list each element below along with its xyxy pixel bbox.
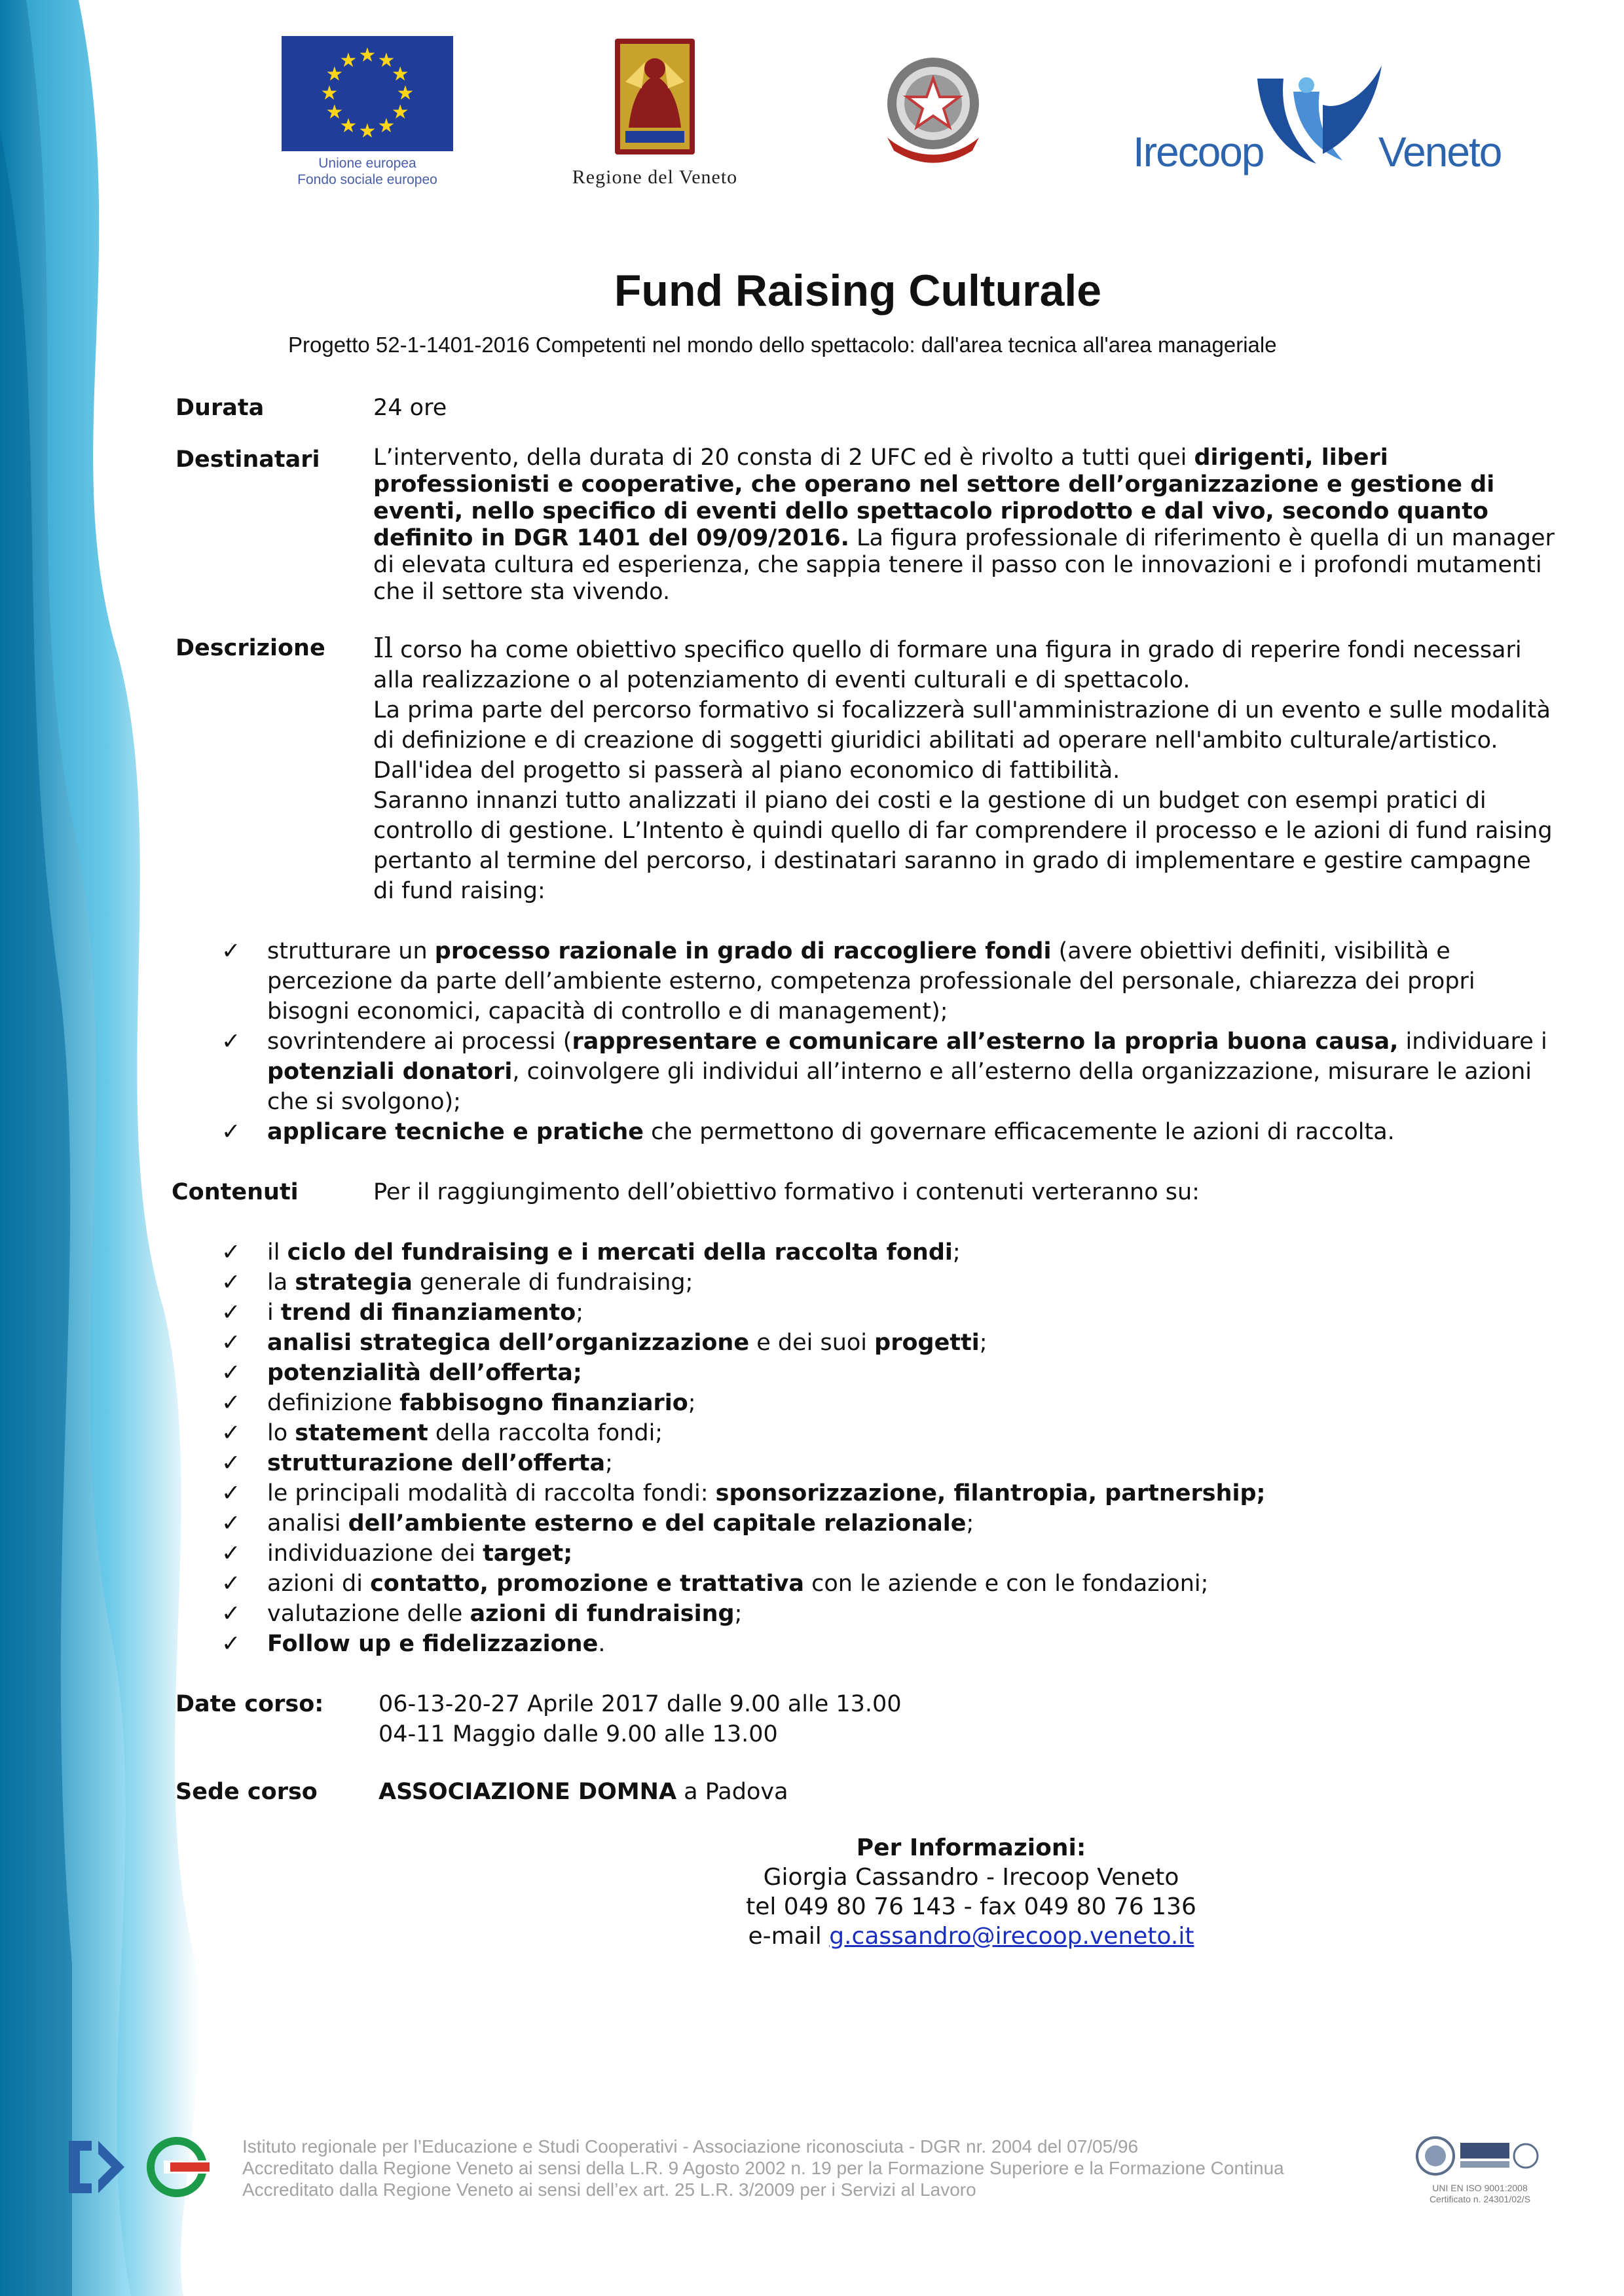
eu-flag-icon xyxy=(282,36,453,151)
irecoop-swoosh-icon xyxy=(1244,65,1388,170)
rina-certification-icon xyxy=(1414,2131,1545,2180)
eu-logo xyxy=(282,36,458,188)
bullet-bold: processo razionale in grado di raccogliere fondi xyxy=(434,938,1052,964)
checkmark-icon: ✓ xyxy=(221,1420,241,1446)
list-item xyxy=(221,1117,1557,1147)
contenuti-intro: Per il raggiungimento dell’obiettivo formativo i contenuti verteranno su: xyxy=(373,1179,1200,1205)
checkmark-icon: ✓ xyxy=(221,1300,241,1326)
eu-star-icon: ★ xyxy=(325,101,344,124)
list-item xyxy=(221,1539,1557,1569)
bullet-bold: potenziali donatori xyxy=(267,1059,513,1085)
checkmark-icon: ✓ xyxy=(221,1510,241,1537)
item-text: individuazione dei xyxy=(267,1540,483,1567)
descrizione-text xyxy=(373,633,1557,906)
irecoop-veneto-logo xyxy=(1130,65,1502,190)
bullet-bold: applicare tecniche e pratiche xyxy=(267,1119,644,1145)
item-bold: potenzialità dell’offerta; xyxy=(267,1360,582,1386)
item-text: i xyxy=(267,1300,281,1326)
sede-value xyxy=(373,1777,1557,1807)
item-text: ; xyxy=(979,1330,987,1356)
destinatari-row xyxy=(175,445,1557,606)
item-text: la xyxy=(267,1269,295,1296)
footer-line2: Accreditato dalla Regione Veneto ai sensi della L.R. 9 Agosto 2002 n. 19 per la Formazione Superiore e la Formazione Continua xyxy=(242,2158,1284,2178)
contact-phone: tel 049 80 76 143 - fax 049 80 76 136 xyxy=(746,1893,1196,1920)
item-text: valutazione delle xyxy=(267,1601,470,1627)
checkmark-icon: ✓ xyxy=(221,1480,241,1506)
item-bold: analisi strategica dell’organizzazione xyxy=(267,1330,750,1356)
repubblica-italiana-emblem xyxy=(874,46,999,173)
list-item xyxy=(221,1267,1557,1298)
checkmark-icon: ✓ xyxy=(221,1269,241,1296)
item-bold: target; xyxy=(483,1540,573,1567)
item-bold: azioni di fundraising xyxy=(470,1601,735,1627)
sede-city: a Padova xyxy=(676,1779,788,1805)
list-item xyxy=(221,1298,1557,1328)
eu-star-icon: ★ xyxy=(320,82,339,105)
lion-crest-icon xyxy=(612,36,697,157)
durata-value: 24 ore xyxy=(373,395,447,421)
bullet-text: che permettono di governare efficacemente le azioni di raccolta. xyxy=(643,1119,1395,1145)
checkmark-icon: ✓ xyxy=(221,1571,241,1597)
eu-star-icon: ★ xyxy=(339,48,358,72)
destinatari-part2: La figura professionale di riferimento è quella di un manager di elevata cultura ed esperienza, che sappia tenere il passo con le innovazioni e i profondi mutamenti che il settore sta vivendo. xyxy=(373,525,1555,605)
date-value xyxy=(373,1689,1557,1749)
destinatari-part1: L’intervento, della durata di 20 consta di 2 UFC ed è rivolto a tutti quei xyxy=(373,445,1194,471)
durata-row xyxy=(175,393,1557,423)
contact-email-line xyxy=(385,1922,1557,1951)
item-text: . xyxy=(598,1631,606,1657)
eu-star-icon: ★ xyxy=(358,120,377,143)
eu-star-icon: ★ xyxy=(391,63,409,86)
destinatari-text xyxy=(373,445,1557,606)
contact-title: Per Informazioni: xyxy=(856,1834,1086,1861)
email-link[interactable]: g.cassandro@irecoop.veneto.it xyxy=(829,1923,1194,1950)
item-text: ; xyxy=(952,1239,961,1266)
item-bold: ciclo del fundraising e i mercati della raccolta fondi xyxy=(287,1239,953,1266)
italian-emblem-icon xyxy=(874,46,992,170)
destinatari-bold: dirigenti, liberi professionisti e cooperative, che operano nel settore dell’organizzazione e gestione di eventi, nello specifico di eventi dello spettacolo riprodotto e dal vivo, secondo quanto definito in DGR 1401 del 09/09/2016. xyxy=(373,445,1495,551)
descrizione-first-word: Il xyxy=(373,632,394,664)
list-item xyxy=(221,1388,1557,1418)
page-title: Fund Raising Culturale xyxy=(614,266,1102,316)
descrizione-label: Descrizione xyxy=(175,635,325,661)
item-text: ; xyxy=(576,1300,584,1326)
regione-veneto-logo xyxy=(550,36,760,189)
project-subtitle: Progetto 52-1-1401-2016 Competenti nel mondo dello spettacolo: dall'area tecnica all'area manageriale xyxy=(288,333,1277,357)
contenuti-list xyxy=(175,1237,1557,1659)
checkmark-icon: ✓ xyxy=(221,1239,241,1266)
eu-star-icon: ★ xyxy=(339,115,358,138)
durata-label: Durata xyxy=(175,395,265,421)
bullet-text: sovrintendere ai processi ( xyxy=(267,1029,572,1055)
cert-line2: Certificato n. 24301/02/S xyxy=(1429,2194,1531,2204)
footer-logos xyxy=(65,2131,216,2206)
irecoop-wordmark: Irecoop xyxy=(1133,128,1264,175)
course-details xyxy=(172,393,1557,1951)
contenuti-label: Contenuti xyxy=(172,1179,299,1205)
footer-text xyxy=(242,2136,1284,2200)
eu-line1: Unione europea xyxy=(318,156,416,171)
list-item xyxy=(221,1629,1557,1659)
item-text: le principali modalità di raccolta fondi: xyxy=(267,1480,716,1506)
rina-certification xyxy=(1411,2131,1549,2205)
item-text: ; xyxy=(734,1601,743,1627)
item-bold: trend di finanziamento xyxy=(280,1300,576,1326)
bullet-text: , coinvolgere gli individui all’interno e all’esterno della organizzazione, misurare le azioni che si svolgono); xyxy=(267,1059,1532,1115)
veneto-wordmark: Veneto xyxy=(1378,128,1502,175)
eu-line2: Fondo sociale europeo xyxy=(297,172,437,187)
checkmark-icon: ✓ xyxy=(221,1540,241,1567)
eu-star-icon: ★ xyxy=(358,44,377,67)
sede-row xyxy=(175,1777,1557,1807)
item-text: generale di fundraising; xyxy=(412,1269,693,1296)
checkmark-icon: ✓ xyxy=(221,1390,241,1416)
date-label: Date corso: xyxy=(175,1691,324,1717)
email-prefix: e-mail xyxy=(748,1923,830,1950)
list-item xyxy=(221,1448,1557,1478)
destinatari-label: Destinatari xyxy=(175,446,320,473)
item-text: azioni di xyxy=(267,1571,371,1597)
footer-line1: Istituto regionale per l’Educazione e Studi Cooperativi - Associazione riconosciuta - DGR nr. 2004 del 07/05/96 xyxy=(242,2136,1139,2157)
checkmark-icon: ✓ xyxy=(221,1029,241,1055)
date-line1: 06-13-20-27 Aprile 2017 dalle 9.00 alle 13.00 xyxy=(378,1691,902,1717)
checkmark-icon: ✓ xyxy=(221,1631,241,1657)
list-item xyxy=(221,1478,1557,1508)
sede-bold: ASSOCIAZIONE DOMNA xyxy=(378,1779,677,1805)
item-text: della raccolta fondi; xyxy=(428,1420,663,1446)
contact-info xyxy=(385,1833,1557,1951)
list-item xyxy=(221,1418,1557,1448)
item-bold: Follow up e fidelizzazione xyxy=(267,1631,599,1657)
eu-star-icon: ★ xyxy=(391,101,409,124)
item-text: lo xyxy=(267,1420,295,1446)
checkmark-icon: ✓ xyxy=(221,1330,241,1356)
item-text: analisi xyxy=(267,1510,348,1537)
checkmark-icon: ✓ xyxy=(221,1119,241,1145)
list-item xyxy=(221,1328,1557,1358)
eu-star-icon: ★ xyxy=(377,115,396,138)
descrizione-p3: Saranno innanzi tutto analizzati il piano dei costi e la gestione di un budget con esempi pratici di controllo di gestione. L’Intento è quindi quello di far comprendere il processo e le azioni di fund raising pertanto al termine del percorso, i destinatari saranno in grado di implementare e gestire campagne di fund raising: xyxy=(373,788,1553,904)
descrizione-row xyxy=(175,633,1557,906)
item-text: ; xyxy=(966,1510,974,1537)
list-item xyxy=(221,1599,1557,1629)
item-text: ; xyxy=(688,1390,696,1416)
item-text: ; xyxy=(605,1450,613,1476)
list-item xyxy=(221,1358,1557,1388)
checkmark-icon: ✓ xyxy=(221,1450,241,1476)
checkmark-icon: ✓ xyxy=(221,1601,241,1627)
contenuti-row xyxy=(172,1177,1557,1207)
eu-logo-text xyxy=(282,155,453,188)
contact-name: Giorgia Cassandro - Irecoop Veneto xyxy=(763,1864,1179,1891)
footer-line3: Accreditato dalla Regione Veneto ai sensi dell’ex art. 25 L.R. 3/2009 per i Servizi al Lavoro xyxy=(242,2179,976,2200)
item-text: con le aziende e con le fondazioni; xyxy=(804,1571,1209,1597)
regione-veneto-text: Regione del Veneto xyxy=(572,166,738,188)
item-bold: fabbisogno finanziario xyxy=(399,1390,688,1416)
descrizione-bullets xyxy=(175,936,1557,1147)
checkmark-icon: ✓ xyxy=(221,1360,241,1386)
descrizione-p1: corso ha come obiettivo specifico quello di formare una figura in grado di reperire fondi necessari alla realizzazione o al potenziamento di eventi culturali e di spettacolo. xyxy=(373,637,1522,693)
item-bold: dell’ambiente esterno e del capitale relazionale xyxy=(348,1510,967,1537)
sede-label: Sede corso xyxy=(175,1779,318,1805)
checkmark-icon: ✓ xyxy=(221,938,241,964)
list-item xyxy=(221,1237,1557,1267)
eu-star-icon: ★ xyxy=(325,63,344,86)
bullet-text: individuare i xyxy=(1398,1029,1547,1055)
cert-line1: UNI EN ISO 9001:2008 xyxy=(1432,2183,1528,2193)
list-item xyxy=(221,936,1557,1027)
item-bold: strutturazione dell’offerta xyxy=(267,1450,606,1476)
eu-star-icon: ★ xyxy=(396,82,415,105)
item-bold: contatto, promozione e trattativa xyxy=(370,1571,805,1597)
descrizione-p2: La prima parte del percorso formativo si focalizzerà sull'amministrazione di un evento e sulle modalità di definizione e di creazione di soggetti giuridici abilitati ad operare nell'ambito culturale/artistico. Dall'idea del progetto si passerà al piano economico di fattibilità. xyxy=(373,697,1551,784)
item-text: il xyxy=(267,1239,287,1266)
irecoop-footer-mark-icon xyxy=(65,2131,216,2203)
bullet-bold: rappresentare e comunicare all’esterno la propria buona causa, xyxy=(572,1029,1399,1055)
item-bold: statement xyxy=(295,1420,428,1446)
list-item xyxy=(221,1027,1557,1117)
list-item xyxy=(221,1508,1557,1539)
item-bold: strategia xyxy=(295,1269,413,1296)
eu-star-icon: ★ xyxy=(377,48,396,72)
bullet-text: (avere obiettivi definiti, visibilità e percezione da parte dell’ambiente esterno, competenza professionale del personale, chiarezza dei propri bisogni economici, capacità di controllo e di management); xyxy=(267,938,1475,1025)
item-text: e dei suoi xyxy=(749,1330,875,1356)
list-item xyxy=(221,1569,1557,1599)
item-text: definizione xyxy=(267,1390,400,1416)
item-bold: progetti xyxy=(874,1330,980,1356)
bullet-text: strutturare un xyxy=(267,938,435,964)
date-row xyxy=(175,1689,1557,1749)
date-line2: 04-11 Maggio dalle 9.00 alle 13.00 xyxy=(378,1721,778,1747)
item-bold: sponsorizzazione, filantropia, partnership; xyxy=(715,1480,1266,1506)
